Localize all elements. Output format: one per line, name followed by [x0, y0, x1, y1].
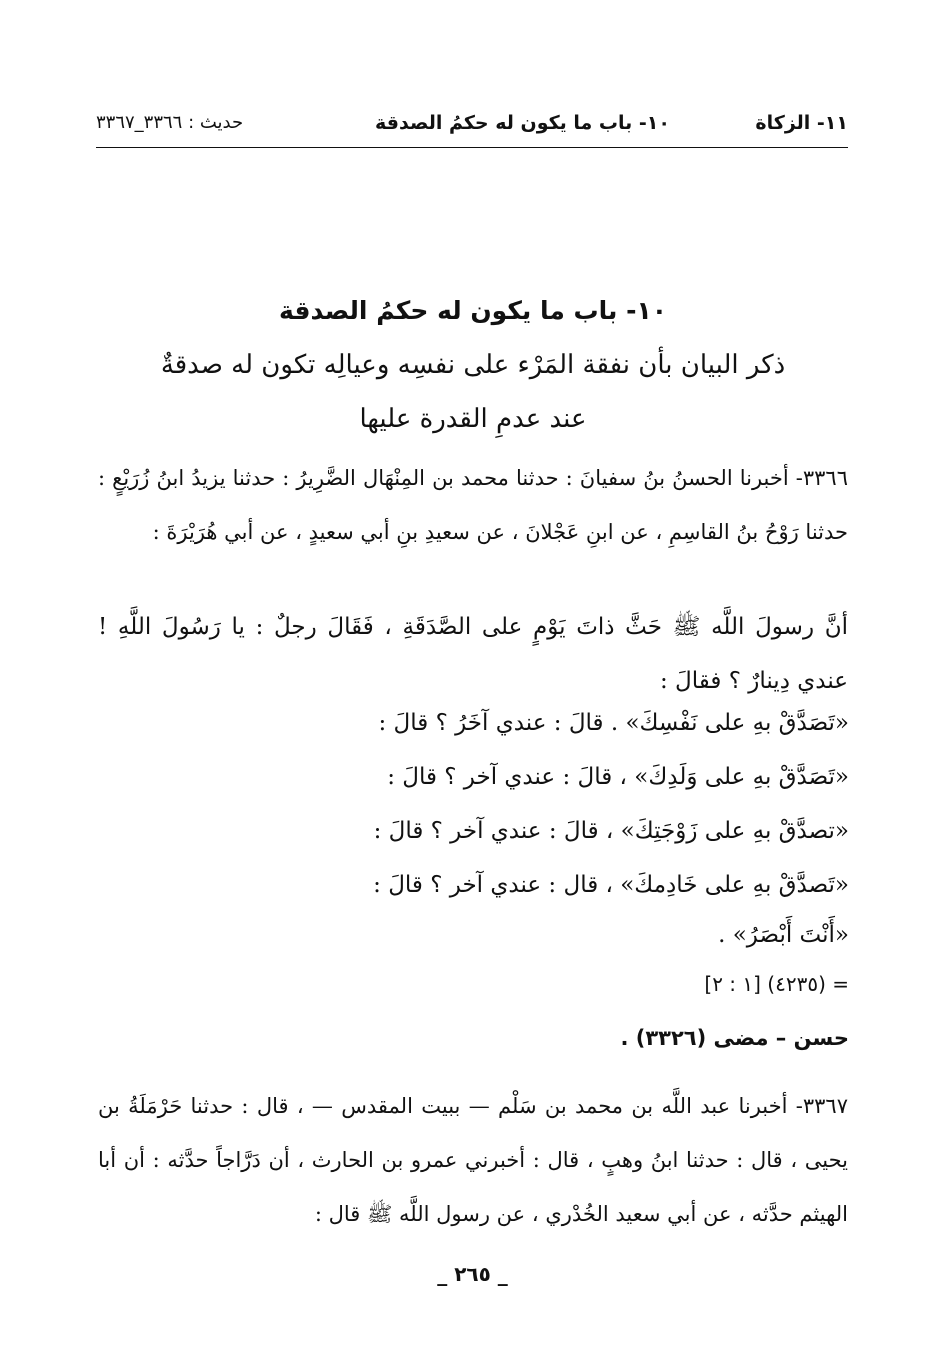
chapter-title: ١٠- باب ما يكون له حكمُ الصدقة — [278, 296, 668, 325]
hadith-3367-isnad: ٣٣٦٧- أخبرنا عبد اللَّه بن محمد بن سَلْم — ببيت المقدس — ، قال : حدثنا حَرْمَلَةُ بن يحيى ، قال : حدثنا ابنُ وهبٍ ، قال : أخبرني عمرو بن الحارث ، أن دَرَّاجاً حدَّثه : أن أبا الهيثم حدَّثه ، عن أبي سعيد الخُدْري ، عن رسول اللَّه ﷺ قال : — [98, 1094, 848, 1226]
hadith-3366-isnad: ٣٣٦٦- أخبرنا الحسنُ بنُ سفيانَ : حدثنا محمد بن المِنْهَال الضَّرِيرُ : حدثنا يزيدُ ابنُ زُرَيْعٍ : حدثنا رَوْحُ بنُ القاسِمِ ، عن ابنِ عَجْلانَ ، عن سعيدِ بنِ أبي سعيدٍ ، عن أبي هُرَيْرَةَ : — [98, 466, 848, 544]
header-section-title: ١٠- باب ما يكون له حكمُ الصدقة — [375, 112, 670, 134]
subtitle-line-2: عند عدمِ القدرة عليها — [359, 404, 587, 434]
header-book-chapter: ١١- الزكاة — [755, 112, 848, 134]
dialogue-line-3: «تصدَّقْ بهِ على زَوْجَتِكَ» ، قالَ : عندي آخر ؟ قالَ : — [373, 818, 849, 844]
page-number: _ ٢٦٥ _ — [437, 1262, 508, 1286]
dialogue-line-5: «أَنْتَ أَبْصَرُ» . — [718, 922, 849, 948]
running-header — [96, 108, 848, 144]
subtitle-line-1: ذكر البيان بأن نفقة المَرْء على نفسِه وعيالِه تكون له صدقةٌ — [160, 350, 786, 380]
dialogue-line-1: «تَصَدَّقْ بهِ على نَفْسِكَ» . قالَ : عندي آخَرُ ؟ قالَ : — [378, 710, 849, 736]
dialogue-line-4: «تَصدَّقْ بهِ على خَادِمكَ» ، قال : عندي آخر ؟ قالَ : — [373, 872, 849, 898]
hadith-grade: حسن – مضى (٣٣٢٦) . — [620, 1026, 849, 1050]
hadith-3366-matn-intro: أنَّ رسولَ اللَّه ﷺ حَثَّ ذاتَ يَوْمٍ على الصَّدَقَةِ ، فَقَالَ رجلٌ : يا رَسُولَ اللَّهِ ! عندي دِينارٌ ؟ فقالَ : — [98, 614, 848, 694]
dialogue-line-2: «تَصَدَّقْ بهِ على وَلَدِكَ» ، قالَ : عندي آخر ؟ قالَ : — [387, 764, 849, 790]
header-divider — [96, 147, 848, 148]
cross-reference: = (٤٢٣٥) [١ : ٢] — [704, 972, 849, 996]
header-hadith-range: حديث : ٣٣٦٦_٣٣٦٧ — [96, 112, 244, 133]
